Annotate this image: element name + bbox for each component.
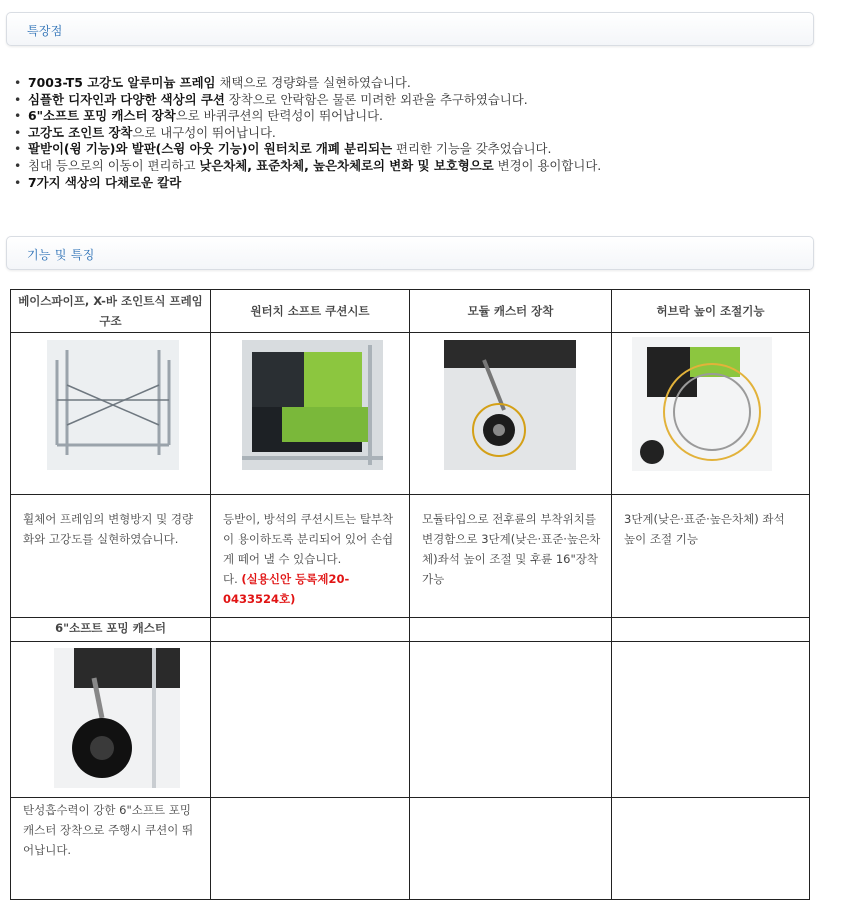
list-item: • 고강도 조인트 장착으로 내구성이 뛰어납니다.: [14, 124, 276, 140]
table-row: [11, 333, 810, 495]
table-desc-cell: 탄성흡수력이 강한 6"소프트 포밍 캐스터 장착으로 주행시 쿠션이 뛰어납니다.: [11, 798, 211, 900]
table-header-cell: 허브락 높이 조절기능: [612, 290, 810, 333]
list-item: • 7가지 색상의 다채로운 칼라: [14, 174, 182, 190]
desc-text: 등받이, 방석의 쿠션시트는 탈부착이 용이하도록 분리되어 있어 손쉽게 떼어 낼 수 있습니다.: [223, 512, 394, 566]
list-item: • 침대 등으로의 이동이 편리하고 낮은차체, 표준차체, 높은차체로의 변화 및 보호형으로 변경이 용이합니다.: [14, 157, 602, 173]
empty-cell: [211, 642, 410, 798]
table-row: [11, 495, 810, 618]
soft-caster-photo: [54, 648, 180, 788]
features-section-title: 특장점: [27, 24, 63, 38]
table-desc-cell: 3단계(낮은·표준·높은차체) 좌석 높이 조절 기능: [612, 495, 810, 618]
feature-table: [10, 289, 810, 900]
table-desc-cell: 휠체어 프레임의 변형방지 및 경량화와 고강도를 실현하였습니다.: [11, 495, 211, 618]
list-item: • 심플한 디자인과 다양한 색상의 쿠션 장착으로 안락함은 물론 미려한 외관을 추구하였습니다.: [14, 91, 528, 107]
table-image-cell: [11, 642, 211, 798]
empty-cell: [612, 642, 810, 798]
cushion-photo: [242, 340, 383, 470]
empty-cell: [612, 618, 810, 642]
empty-cell: [612, 798, 810, 900]
empty-cell: [410, 642, 612, 798]
table-header-cell: 원터치 소프트 쿠션시트: [211, 290, 410, 333]
empty-cell: [410, 798, 612, 900]
functions-section-title: 기능 및 특징: [27, 248, 95, 262]
table-header-cell: 6"소프트 포밍 캐스터: [11, 618, 211, 642]
table-image-cell: [211, 333, 410, 495]
table-image-cell: [612, 333, 810, 495]
frame-photo: [47, 340, 179, 470]
table-row: [11, 290, 810, 333]
list-item: • 7003-T5 고강도 알루미늄 프레임 채택으로 경량화를 실현하였습니다.: [14, 75, 411, 90]
features-section-header: [6, 12, 814, 46]
table-desc-cell: 모듈타입으로 전후륜의 부착위치를 변경함으로 3단계(낮은·표준·높은차체)좌석 높이 조절 및 후륜 16"장착 가능: [410, 495, 612, 618]
table-desc-cell: [211, 495, 410, 618]
table-row: [11, 798, 810, 900]
caster-module-photo: [444, 340, 576, 470]
empty-cell: [211, 798, 410, 900]
functions-section-header: [6, 236, 814, 270]
hub-lock-photo: [632, 337, 772, 471]
empty-cell: [211, 618, 410, 642]
list-item: • 팔받이(윙 기능)와 발판(스윙 아웃 기능)이 원터치로 개폐 분리되는 편리한 기능을 갖추었습니다.: [14, 141, 552, 157]
table-header-cell: 모듈 캐스터 장착: [410, 290, 612, 333]
empty-cell: [410, 618, 612, 642]
table-header-cell: 베이스파이프, X-바 조인트식 프레임구조: [11, 290, 211, 333]
table-row: [11, 642, 810, 798]
feature-list: [14, 75, 814, 191]
table-image-cell: [410, 333, 612, 495]
patent-number: (실용신안 등록제20-0433524호): [223, 572, 350, 606]
table-row: [11, 618, 810, 642]
list-item: • 6"소프트 포밍 캐스터 장착으로 바퀴쿠션의 탄력성이 뛰어납니다.: [14, 108, 383, 124]
table-image-cell: [11, 333, 211, 495]
desc-red-prefix: 다.: [223, 572, 238, 586]
